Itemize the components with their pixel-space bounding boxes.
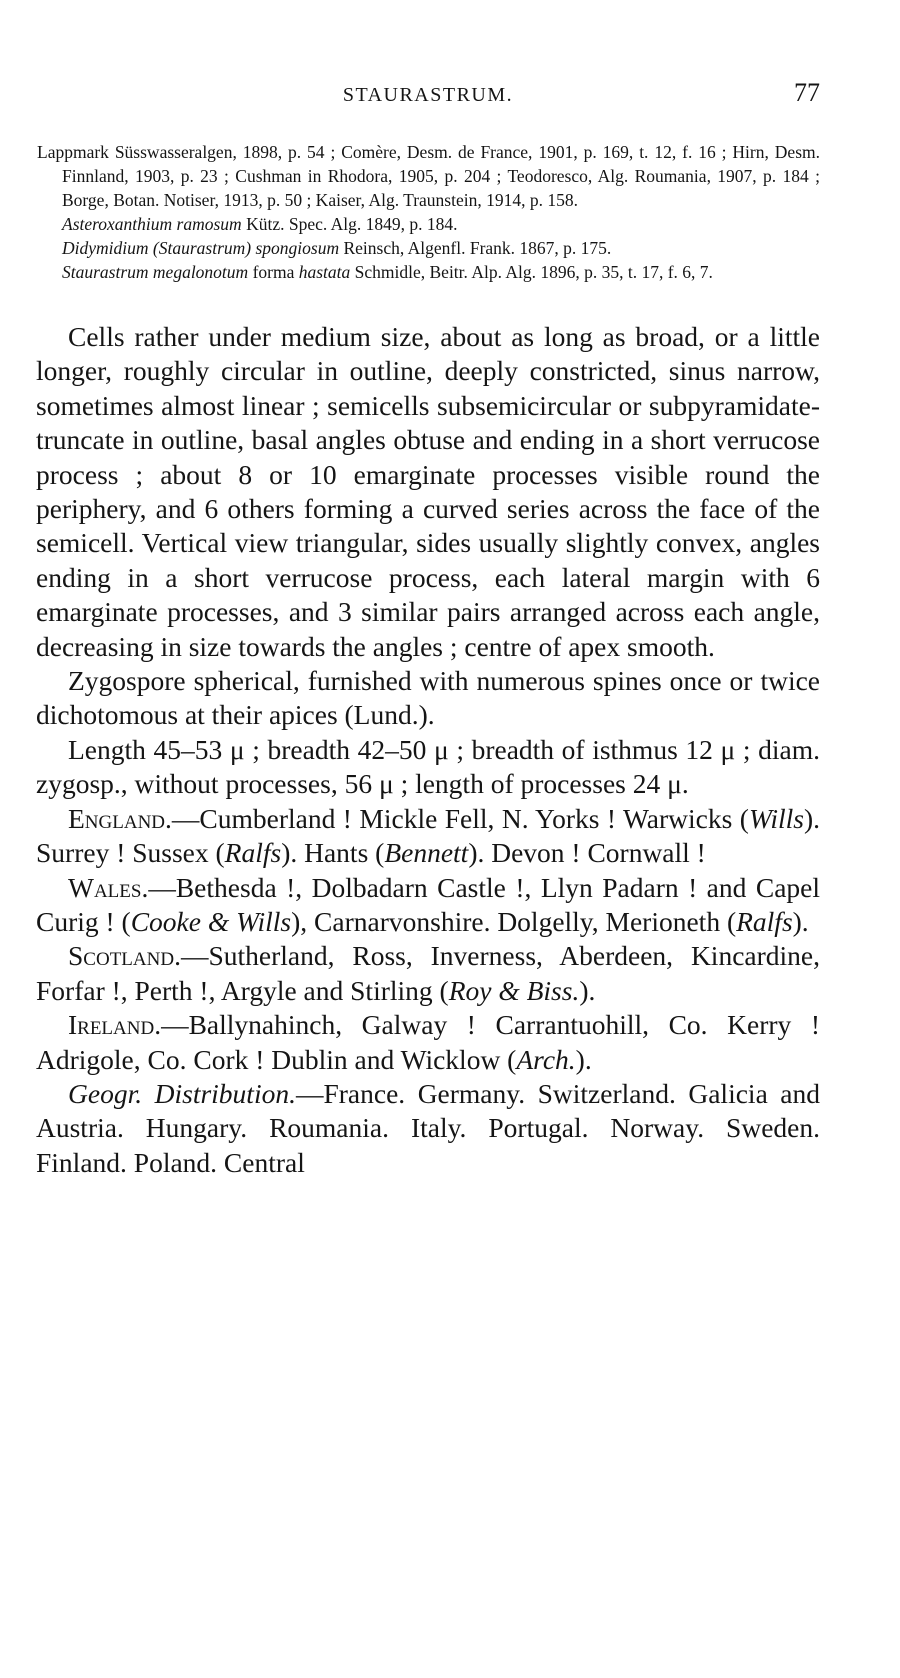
region-label: Wales. [68, 871, 149, 903]
citation: Reinsch, Algenfl. Frank. 1867, p. 175. [339, 238, 612, 258]
taxon-name: Staurastrum megalonotum [62, 262, 249, 282]
taxon-name: Asteroxanthium ramosum [62, 214, 242, 234]
running-head: STAURASTRUM. [342, 84, 514, 106]
synonym-reference-list: Lappmark Süsswasseralgen, 1898, p. 54 ; Comère, Desm. de France, 1901, p. 169, t. 12, f. 16 ; Hirn, Desm. Finnland, 1903, p. 23 ; Cushman in Rhodora, 1905, p. 204 ; Teodoresco, Alg. Roumania, 1907, p. 184 ; Borge, Botan. Notiser, 1913, p. 50 ; Kaiser, Alg. Traunstein, 1914, p. 158. [37, 142, 820, 210]
citation: Kütz. Spec. Alg. 1849, p. 184. [241, 214, 458, 234]
distribution-label: Geogr. Distribution. [68, 1077, 296, 1109]
synonym-asteroxanthium [62, 212, 820, 236]
england-paragraph: England.—Cumberland ! Mickle Fell, N. Yorks ! Warwicks (Wills). Surrey ! Sussex (Ralfs). Hants (Bennett). Devon ! Cornwall ! [36, 802, 820, 869]
region-label: England. [68, 802, 172, 834]
body-text [36, 320, 820, 1180]
synonym-didymidium [62, 236, 820, 260]
form-name: hastata [298, 262, 351, 282]
wales-paragraph: Wales.—Bethesda !, Dolbadarn Castle !, Llyn Padarn ! and Capel Curig ! (Cooke & Wills), Carnarvonshire. Dolgelly, Merioneth (Ralfs). [36, 871, 820, 937]
region-label: Scotland. [68, 940, 181, 972]
distribution-paragraph: Geogr. Distribution.—France. Germany. Switzerland. Galicia and Austria. Hungary. Roumania. Italy. Portugal. Norway. Sweden. Finland. Poland. Central [36, 1077, 821, 1178]
description-paragraph: Cells rather under medium size, about as long as broad, or a little longer, roughly circular in outline, deeply constricted, sinus narrow, sometimes almost linear ; semicells subsemicircular or subpyramidate-truncate in outline, basal angles obtuse and ending in a short verrucose process ; about 8 or 10 emarginate processes visible round the periphery, and 6 others forming a curved series across the face of the semicell. Vertical view triangular, sides usually slightly convex, angles ending in a short verrucose process, each lateral margin with 6 emarginate processes, and 3 similar pairs arranged across each angle, decreasing in size towards the angles ; centre of apex smooth. [36, 321, 820, 662]
collector-name: Bennett [384, 837, 469, 869]
form-word: forma [248, 262, 299, 282]
scotland-paragraph: Scotland.—Sutherland, Ross, Inverness, Aberdeen, Kincardine, Forfar !, Perth !, Argyle and Stirling (Roy & Biss.). [36, 940, 820, 1006]
synonym-staurastrum-megalonotum [62, 260, 820, 284]
measurements-paragraph: Length 45–53 μ ; breadth 42–50 μ ; breadth of isthmus 12 μ ; diam. zygosp., without processes, 56 μ ; length of processes 24 μ. [36, 733, 820, 800]
collector-name: Arch. [516, 1043, 576, 1075]
region-label: Ireland. [68, 1009, 162, 1041]
collector-name: Ralfs [224, 837, 282, 869]
synonymy-block [36, 140, 820, 284]
collector-name: Wills [748, 802, 804, 834]
collector-name: Ralfs [736, 905, 793, 937]
page-header [36, 72, 820, 122]
ireland-paragraph: Ireland.—Ballynahinch, Galway ! Carrantuohill, Co. Kerry ! Adrigole, Co. Cork ! Dublin and Wicklow (Arch.). [36, 1009, 820, 1075]
zygospore-paragraph: Zygospore spherical, furnished with numerous spines once or twice dichotomous at their apices (Lund.). [36, 665, 820, 731]
taxon-name: Didymidium (Staurastrum) spongiosum [62, 238, 340, 258]
page-number: 77 [794, 78, 820, 107]
citation: Schmidle, Beitr. Alp. Alg. 1896, p. 35, t. 17, f. 6, 7. [350, 262, 713, 282]
collector-name: Cooke & Wills [130, 905, 292, 937]
collector-name: Roy & Biss. [448, 974, 580, 1006]
document-page [36, 72, 820, 1180]
